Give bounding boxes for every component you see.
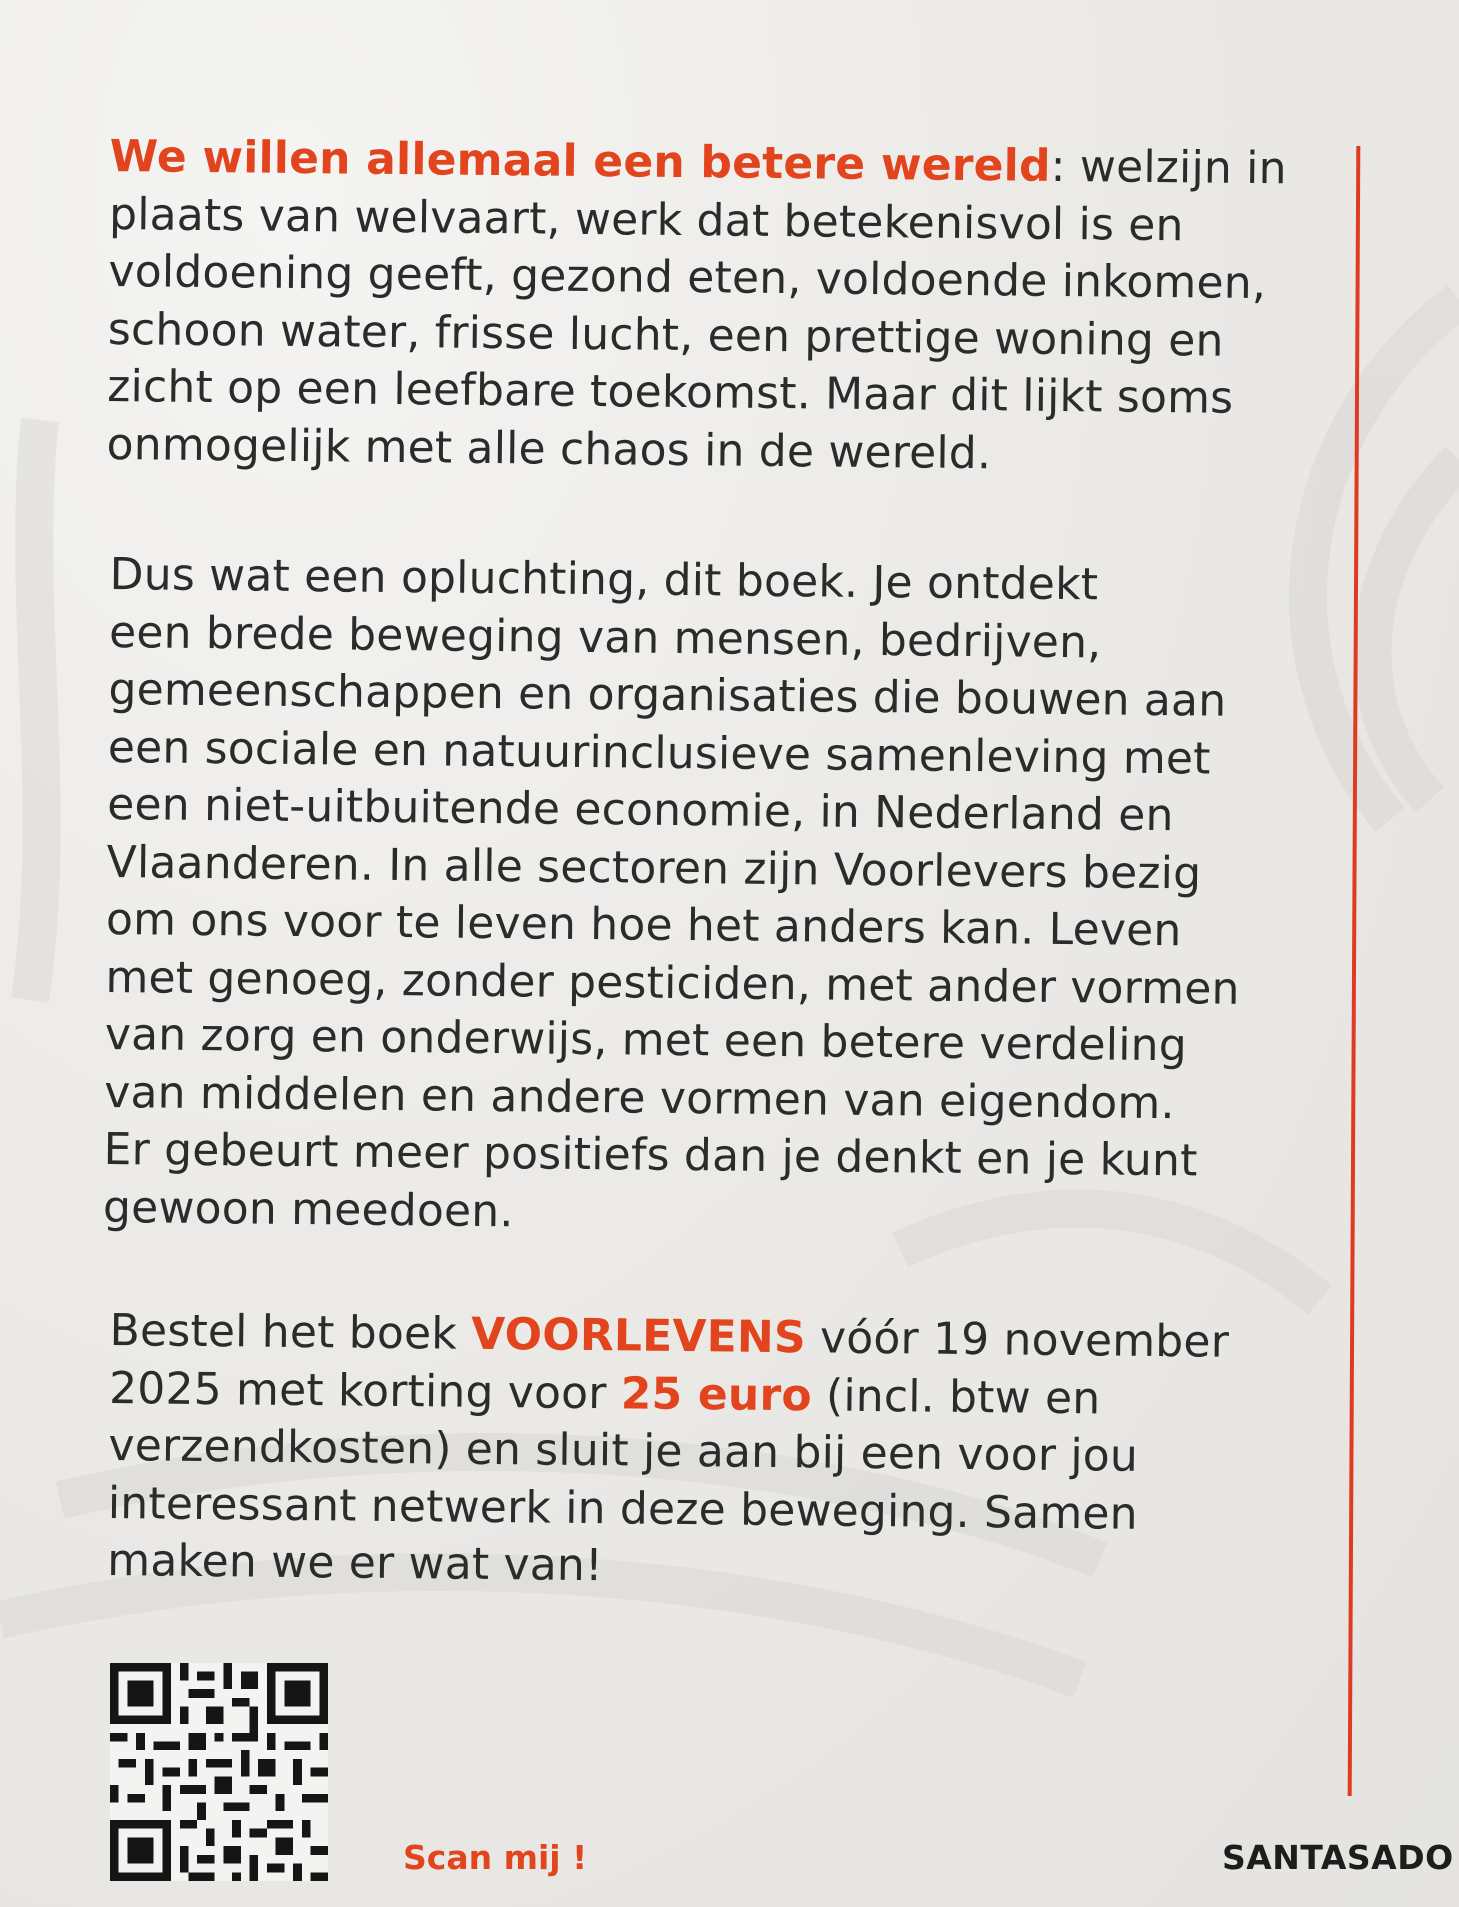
body-line: een sociale en natuurinclusieve samenleving met <box>107 721 1211 785</box>
order-line-1: Bestel het boek VOORLEVENS vóór 19 november <box>109 1304 1230 1368</box>
order-paragraph <box>107 1302 1340 1602</box>
intro-line: onmogelijk met alle chaos in de wereld. <box>106 418 992 479</box>
body-line: om ons voor te leven hoe het anders kan. Leven <box>105 893 1182 957</box>
order-line: verzendkosten) en sluit je aan bij een voor jou <box>108 1419 1139 1482</box>
body-line: gewoon meedoen. <box>102 1181 514 1237</box>
body-line: Vlaanderen. In alle sectoren zijn Voorlevers bezig <box>106 836 1202 899</box>
body-line: gemeenschappen en organisaties die bouwen aan <box>108 663 1227 727</box>
body-paragraph <box>103 546 1340 1249</box>
body-line: een brede beweging van mensen, bedrijven, <box>108 606 1102 668</box>
body-line: van middelen en andere vormen van eigendom. <box>104 1066 1175 1129</box>
intro-line: zicht op een leefbare toekomst. Maar dit lijkt soms <box>107 360 1234 424</box>
intro-paragraph <box>106 128 1340 486</box>
intro-headline: We willen allemaal een betere wereld <box>109 130 1051 192</box>
order-line: maken we er wat van! <box>107 1534 604 1592</box>
qr-code-icon[interactable] <box>110 1663 328 1881</box>
intro-line: voldoening geeft, gezond eten, voldoende inkomen, <box>108 245 1267 310</box>
scan-me-label: Scan mij ! <box>403 1838 588 1877</box>
intro-line-1: We willen allemaal een betere wereld: welzijn in <box>109 130 1287 195</box>
body-line: Er gebeurt meer positiefs dan je denkt en je kunt <box>103 1123 1198 1187</box>
intro-line: plaats van welvaart, werk dat betekenisvol is en <box>108 188 1184 251</box>
body-line: een niet-uitbuitende economie, in Nederland en <box>107 778 1174 842</box>
price: 25 euro <box>620 1367 813 1421</box>
order-line: interessant netwerk in deze beweging. Samen <box>107 1477 1139 1540</box>
body-line: van zorg en onderwijs, met een betere verdeling <box>104 1008 1188 1072</box>
publisher-logo: SANTASADO <box>1222 1838 1454 1877</box>
body-line: Dus wat een opluchting, dit boek. Je ontdekt <box>109 548 1099 611</box>
body-line: met genoeg, zonder pesticiden, met ander vormen <box>105 951 1240 1015</box>
order-line-2: 2025 met korting voor 25 euro (incl. btw en <box>108 1362 1101 1424</box>
intro-line: schoon water, frisse lucht, een prettige woning en <box>107 303 1224 367</box>
book-title: VOORLEVENS <box>470 1308 807 1364</box>
